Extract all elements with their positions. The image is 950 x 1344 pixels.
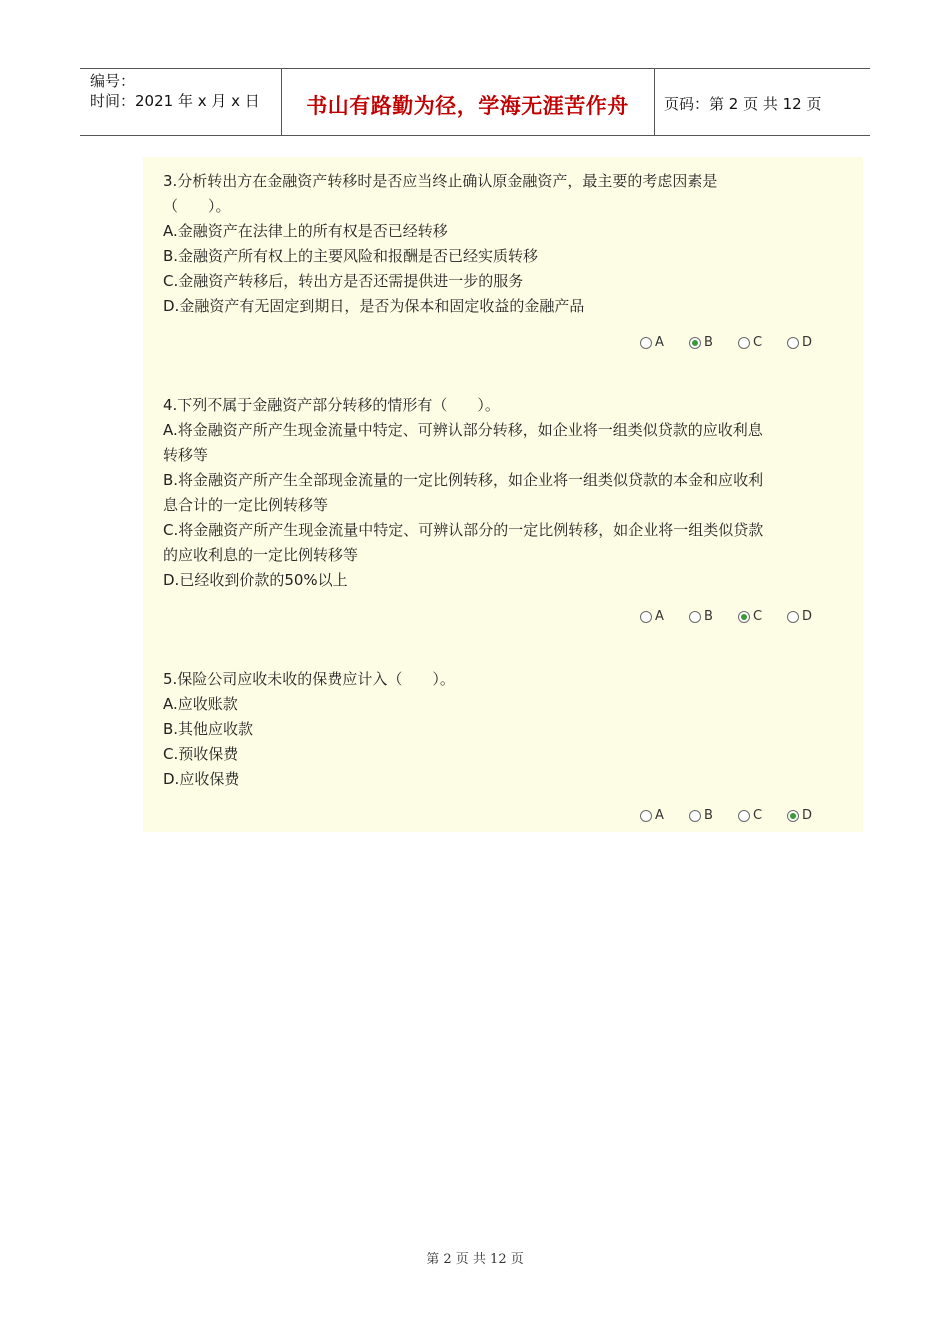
question-3-stem-blank: （ ）。 bbox=[163, 197, 231, 215]
question-5 bbox=[163, 667, 843, 792]
q3-radio-c[interactable] bbox=[738, 335, 762, 350]
q5-radio-a[interactable] bbox=[640, 808, 664, 823]
radio-label: A bbox=[655, 335, 664, 350]
radio-icon bbox=[738, 810, 750, 822]
header-bottom-rule bbox=[80, 135, 870, 136]
question-4-option-a-cont: 转移等 bbox=[163, 446, 209, 464]
q3-radio-b[interactable] bbox=[689, 335, 713, 350]
date-line: 时间：2021 年 x 月 x 日 bbox=[90, 92, 260, 110]
radio-label: B bbox=[704, 335, 713, 350]
question-5-option-a: A.应收账款 bbox=[163, 695, 238, 713]
question-4-option-c: C.将金融资产所产生现金流量中特定、可辨认部分的一定比例转移，如企业将一组类似贷款 bbox=[163, 521, 764, 539]
radio-label: D bbox=[802, 808, 813, 823]
radio-icon bbox=[640, 810, 652, 822]
header-page-number: 页码：第 2 页 共 12 页 bbox=[664, 95, 822, 113]
radio-label: B bbox=[704, 808, 713, 823]
question-3-stem: 3.分析转出方在金融资产转移时是否应当终止确认原金融资产，最主要的考虑因素是 bbox=[163, 172, 718, 190]
header-motto: 书山有路勤为径，学海无涯苦作舟 bbox=[306, 93, 629, 118]
radio-checked-icon bbox=[738, 611, 750, 623]
question-5-option-d: D.应收保费 bbox=[163, 770, 240, 788]
q3-radio-d[interactable] bbox=[787, 335, 812, 350]
radio-label: A bbox=[655, 609, 664, 624]
q4-radio-c[interactable] bbox=[738, 609, 762, 624]
q5-radio-b[interactable] bbox=[689, 808, 713, 823]
question-3 bbox=[163, 169, 843, 319]
question-5-stem: 5.保险公司应收未收的保费应计入（ ）。 bbox=[163, 670, 455, 688]
radio-icon bbox=[689, 810, 701, 822]
question-3-answer-radios bbox=[640, 335, 830, 353]
radio-icon bbox=[787, 337, 799, 349]
radio-label: A bbox=[655, 808, 664, 823]
question-5-option-c: C.预收保费 bbox=[163, 745, 239, 763]
radio-icon bbox=[640, 337, 652, 349]
radio-icon bbox=[787, 611, 799, 623]
radio-label: C bbox=[753, 335, 763, 350]
q5-radio-c[interactable] bbox=[738, 808, 762, 823]
quiz-panel bbox=[143, 157, 863, 832]
q5-radio-d[interactable] bbox=[787, 808, 812, 823]
question-4-option-d: D.已经收到价款的50%以上 bbox=[163, 571, 348, 589]
radio-label: C bbox=[753, 609, 763, 624]
question-5-answer-radios bbox=[640, 808, 830, 826]
question-4-option-b: B.将金融资产所产生全部现金流量的一定比例转移，如企业将一组类似贷款的本金和应收利 bbox=[163, 471, 764, 489]
radio-label: B bbox=[704, 609, 713, 624]
serial-label: 编号： bbox=[90, 72, 136, 90]
radio-checked-icon bbox=[689, 337, 701, 349]
question-3-option-a: A.金融资产在法律上的所有权是否已经转移 bbox=[163, 222, 448, 240]
radio-label: D bbox=[802, 335, 813, 350]
question-4-option-b-cont: 息合计的一定比例转移等 bbox=[163, 496, 329, 514]
q4-radio-a[interactable] bbox=[640, 609, 664, 624]
radio-label: D bbox=[802, 609, 813, 624]
q4-radio-b[interactable] bbox=[689, 609, 713, 624]
q4-radio-d[interactable] bbox=[787, 609, 812, 624]
header-divider-right bbox=[654, 68, 655, 135]
radio-icon bbox=[689, 611, 701, 623]
footer-page-number: 第 2 页 共 12 页 bbox=[426, 1252, 524, 1267]
question-4 bbox=[163, 393, 843, 593]
question-3-option-b: B.金融资产所有权上的主要风险和报酬是否已经实质转移 bbox=[163, 247, 539, 265]
radio-checked-icon bbox=[787, 810, 799, 822]
q3-radio-a[interactable] bbox=[640, 335, 664, 350]
question-3-option-c: C.金融资产转移后，转出方是否还需提供进一步的服务 bbox=[163, 272, 524, 290]
question-4-option-a: A.将金融资产所产生现金流量中特定、可辨认部分转移，如企业将一组类似贷款的应收利息 bbox=[163, 421, 763, 439]
radio-icon bbox=[640, 611, 652, 623]
radio-label: C bbox=[753, 808, 763, 823]
question-3-option-d: D.金融资产有无固定到期日，是否为保本和固定收益的金融产品 bbox=[163, 297, 585, 315]
question-4-stem: 4.下列不属于金融资产部分转移的情形有（ ）。 bbox=[163, 396, 500, 414]
question-4-answer-radios bbox=[640, 609, 830, 627]
header-meta bbox=[90, 71, 260, 111]
question-5-option-b: B.其他应收款 bbox=[163, 720, 254, 738]
radio-icon bbox=[738, 337, 750, 349]
header-top-rule bbox=[80, 68, 870, 69]
question-4-option-c-cont: 的应收利息的一定比例转移等 bbox=[163, 546, 359, 564]
